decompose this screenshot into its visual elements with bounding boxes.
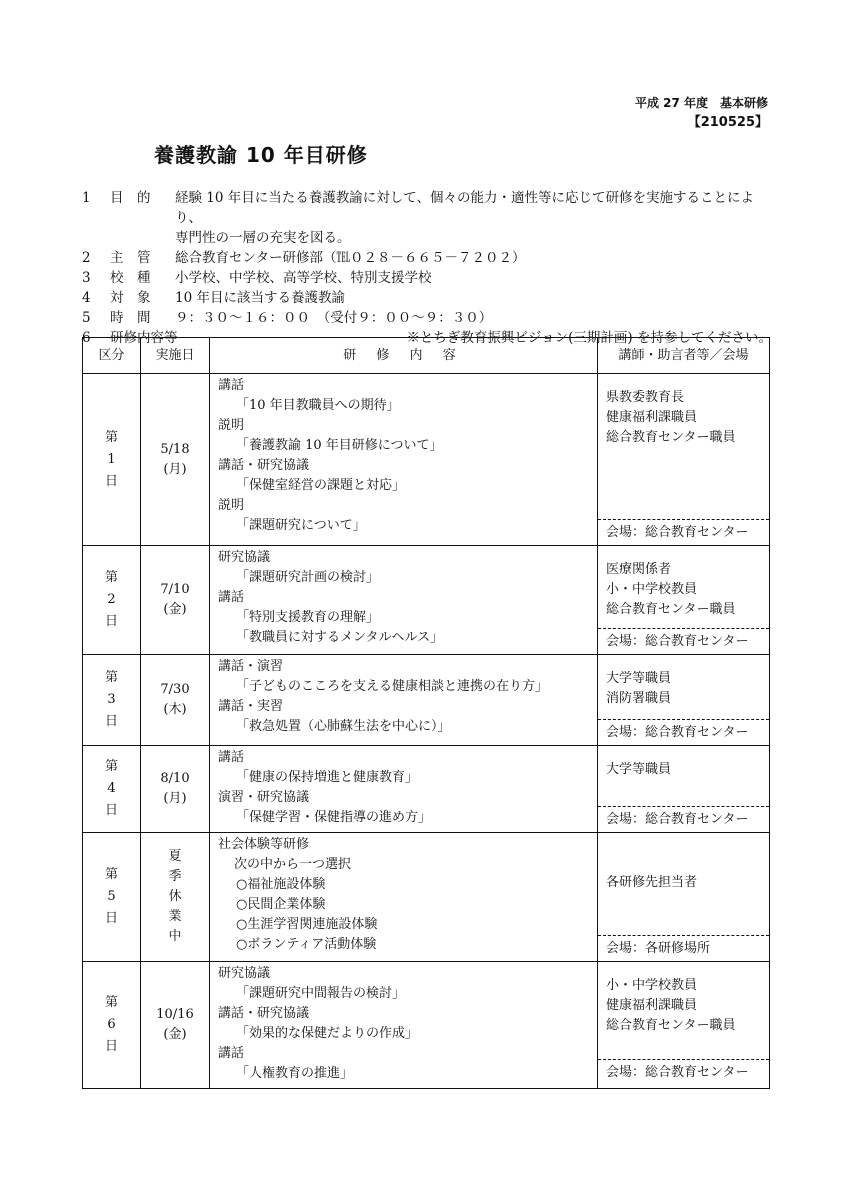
date-text: 業 — [168, 909, 182, 924]
lecturer-list — [598, 833, 769, 935]
venue-label: 会場：総合教育センター — [598, 628, 769, 654]
date-cell — [141, 833, 210, 962]
item-text: ９：３０～１６：００ （受付９：００～９：３０） — [175, 310, 493, 326]
date-cell — [141, 655, 210, 746]
date-text: 5/18 — [160, 441, 190, 457]
item-text: 10 年目に該当する養護教諭 — [175, 290, 345, 306]
session-type: 講話・演習 — [218, 659, 284, 674]
schedule-table — [82, 337, 770, 1089]
venue-label: 会場：総合教育センター — [598, 806, 769, 832]
session-topic: 「課題研究について」 — [236, 518, 366, 533]
content-cell — [210, 374, 598, 546]
lecturer-name: 総合教育センター職員 — [606, 602, 736, 617]
lecturer-name: 各研修先担当者 — [606, 875, 698, 890]
day-cell — [83, 746, 141, 833]
lecturer-name: 医療関係者 — [606, 562, 672, 577]
day-cell — [83, 833, 141, 962]
date-text: 8/10 — [160, 771, 190, 786]
day-char: 4 — [107, 781, 116, 796]
date-cell — [141, 374, 210, 546]
day-char: 3 — [107, 692, 116, 707]
session-type: 研究協議 — [218, 966, 271, 981]
session-topic: 「養護教諭 10 年目研修について」 — [236, 438, 443, 453]
date-cell — [141, 962, 210, 1089]
session-topic: 「健康の保持増進と健康教育」 — [236, 770, 419, 785]
table-row — [83, 655, 770, 746]
item-label: 目 的 — [110, 190, 151, 206]
day-char: 日 — [104, 473, 118, 489]
venue-label: 会場：総合教育センター — [598, 719, 769, 745]
table-header-row — [83, 338, 770, 374]
lecturer-name: 県教委教育長 — [606, 390, 685, 405]
day-cell — [83, 962, 141, 1089]
session-topic: 「課題研究中間報告の検討」 — [236, 986, 406, 1001]
lecturer-cell — [598, 962, 770, 1089]
session-topic: ○福祉施設体験 — [236, 877, 326, 892]
lecturer-cell — [598, 374, 770, 546]
session-type: 講話 — [218, 590, 245, 605]
session-type: 講話 — [218, 378, 245, 393]
day-char: 日 — [104, 614, 118, 629]
date-cell — [141, 746, 210, 833]
date-text: 7/10 — [160, 582, 190, 597]
content-cell — [210, 546, 598, 655]
day-char: 2 — [107, 592, 116, 607]
day-cell — [83, 374, 141, 546]
day-char: 日 — [104, 1039, 118, 1054]
item-label: 対 象 — [110, 290, 151, 306]
lecturer-list — [598, 962, 769, 1059]
item-number: 5 — [82, 310, 91, 326]
program-year-label: 平成 27 年度 基本研修 — [634, 96, 768, 110]
day-char: 第 — [104, 759, 118, 774]
date-text: (月) — [163, 461, 187, 477]
session-topic: 「特別支援教育の理解」 — [236, 610, 380, 625]
item-label: 時 間 — [110, 310, 151, 326]
session-type: 講話・実習 — [218, 699, 284, 714]
item-number: 6 — [82, 330, 91, 346]
table-row — [83, 746, 770, 833]
session-type: 講話・研究協議 — [218, 458, 310, 473]
lecturer-name: 大学等職員 — [606, 762, 672, 777]
lecturer-cell — [598, 833, 770, 962]
content-cell — [210, 655, 598, 746]
item-label: 校 種 — [110, 270, 151, 286]
date-text: 中 — [168, 929, 182, 944]
date-text: 10/16 — [156, 1007, 194, 1022]
session-type: 演習・研究協議 — [218, 790, 310, 805]
content-cell — [210, 962, 598, 1089]
content-cell — [210, 833, 598, 962]
session-topic: 「10 年目教職員への期待」 — [236, 398, 400, 413]
lecturer-list — [598, 374, 769, 519]
day-char: 第 — [104, 995, 118, 1010]
item-text-continued: 専門性の一層の充実を図る。 — [175, 230, 351, 246]
header-date: 実施日 — [141, 338, 210, 374]
item-text: 総合教育センター研修部（℡０２８－６６５－７２０２） — [175, 250, 526, 266]
lecturer-name: 健康福利課職員 — [606, 410, 698, 425]
program-code: 【210525】 — [687, 115, 768, 130]
lecturer-name: 総合教育センター職員 — [606, 430, 736, 445]
lecturer-list — [598, 655, 769, 719]
overview-list — [82, 188, 772, 348]
date-cell — [141, 546, 210, 655]
session-topic: ○民間企業体験 — [236, 897, 326, 912]
session-type: 講話 — [218, 1046, 245, 1061]
lecturer-cell — [598, 655, 770, 746]
lecturer-name: 総合教育センター職員 — [606, 1018, 736, 1033]
page-title: 養護教諭 10 年目研修 — [154, 143, 368, 167]
session-type: 説明 — [218, 498, 245, 513]
session-type: 研究協議 — [218, 550, 271, 565]
day-char: 日 — [104, 803, 118, 818]
date-text: (金) — [163, 1027, 187, 1042]
header-content: 研 修 内 容 — [210, 338, 598, 374]
item-label: 主 管 — [110, 250, 151, 266]
item-note: ※とちぎ教育振興ビジョン(三期計画) を持参してください。 — [406, 330, 772, 346]
overview-item-target — [82, 288, 772, 308]
session-topic: 「人権教育の推進」 — [236, 1066, 354, 1081]
item-number: 4 — [82, 290, 91, 306]
date-text: 休 — [168, 889, 182, 904]
header-lecturer: 講師・助言者等／会場 — [598, 338, 770, 374]
date-text: (木) — [163, 702, 187, 717]
session-topic: 「効果的な保健だよりの作成」 — [236, 1026, 419, 1041]
item-number: 1 — [82, 190, 91, 206]
session-type: 講話 — [218, 750, 245, 765]
session-topic: 「子どものこころを支える健康相談と連携の在り方」 — [236, 679, 549, 694]
date-text: 季 — [168, 869, 182, 884]
lecturer-list — [598, 746, 769, 806]
session-topic: 「保健学習・保健指導の進め方」 — [236, 810, 432, 825]
date-text: 7/30 — [160, 682, 190, 697]
header-day: 区分 — [83, 338, 141, 374]
session-topic: 次の中から一つ選択 — [234, 857, 352, 872]
lecturer-cell — [598, 546, 770, 655]
overview-item-school-type — [82, 268, 772, 288]
session-topic: ○ボランティア活動体験 — [236, 937, 377, 952]
lecturer-name: 小・中学校教員 — [606, 978, 698, 993]
lecturer-name: 小・中学校教員 — [606, 582, 698, 597]
content-cell — [210, 746, 598, 833]
schedule-body — [83, 374, 770, 1089]
session-topic: 「救急処置（心肺蘇生法を中心に）」 — [236, 719, 451, 734]
day-char: 第 — [104, 570, 118, 585]
day-char: 日 — [104, 911, 118, 926]
session-type: 社会体験等研修 — [218, 837, 310, 852]
lecturer-name: 大学等職員 — [606, 671, 672, 686]
session-topic: 「教職員に対するメンタルヘルス」 — [236, 630, 444, 645]
item-text: 経験 10 年目に当たる養護教諭に対して、個々の能力・適性等に応じて研修を実施することにより、 — [175, 190, 754, 226]
venue-label: 会場：各研修場所 — [598, 935, 769, 961]
lecturer-list — [598, 546, 769, 628]
table-row — [83, 374, 770, 546]
item-label: 研修内容等 — [110, 330, 178, 346]
day-char: 第 — [104, 429, 118, 445]
item-number: 2 — [82, 250, 91, 266]
lecturer-name: 健康福利課職員 — [606, 998, 698, 1013]
item-number: 3 — [82, 270, 91, 286]
date-text: (金) — [163, 602, 187, 617]
overview-item-purpose-cont — [82, 228, 772, 248]
day-char: 第 — [104, 670, 118, 685]
overview-item-organizer — [82, 248, 772, 268]
table-row — [83, 546, 770, 655]
day-char: 1 — [107, 451, 116, 467]
session-type: 説明 — [218, 418, 245, 433]
table-row — [83, 962, 770, 1089]
date-text: 夏 — [168, 849, 182, 864]
overview-item-time — [82, 308, 772, 328]
lecturer-cell — [598, 746, 770, 833]
day-char: 5 — [107, 889, 116, 904]
session-type: 講話・研究協議 — [218, 1006, 310, 1021]
session-topic: 「保健室経営の課題と対応」 — [236, 478, 406, 493]
venue-label: 会場：総合教育センター — [598, 519, 769, 545]
venue-label: 会場：総合教育センター — [598, 1059, 769, 1085]
day-cell — [83, 655, 141, 746]
item-text: 小学校、中学校、高等学校、特別支援学校 — [175, 270, 432, 286]
day-char: 第 — [104, 867, 118, 882]
session-topic: 「課題研究計画の検討」 — [236, 570, 380, 585]
table-row — [83, 833, 770, 962]
date-text: (月) — [163, 791, 187, 806]
lecturer-name: 消防署職員 — [606, 691, 672, 706]
day-char: 6 — [107, 1017, 116, 1032]
day-char: 日 — [104, 714, 118, 729]
day-cell — [83, 546, 141, 655]
overview-item-purpose — [82, 188, 772, 228]
session-topic: ○生涯学習関連施設体験 — [236, 917, 378, 932]
